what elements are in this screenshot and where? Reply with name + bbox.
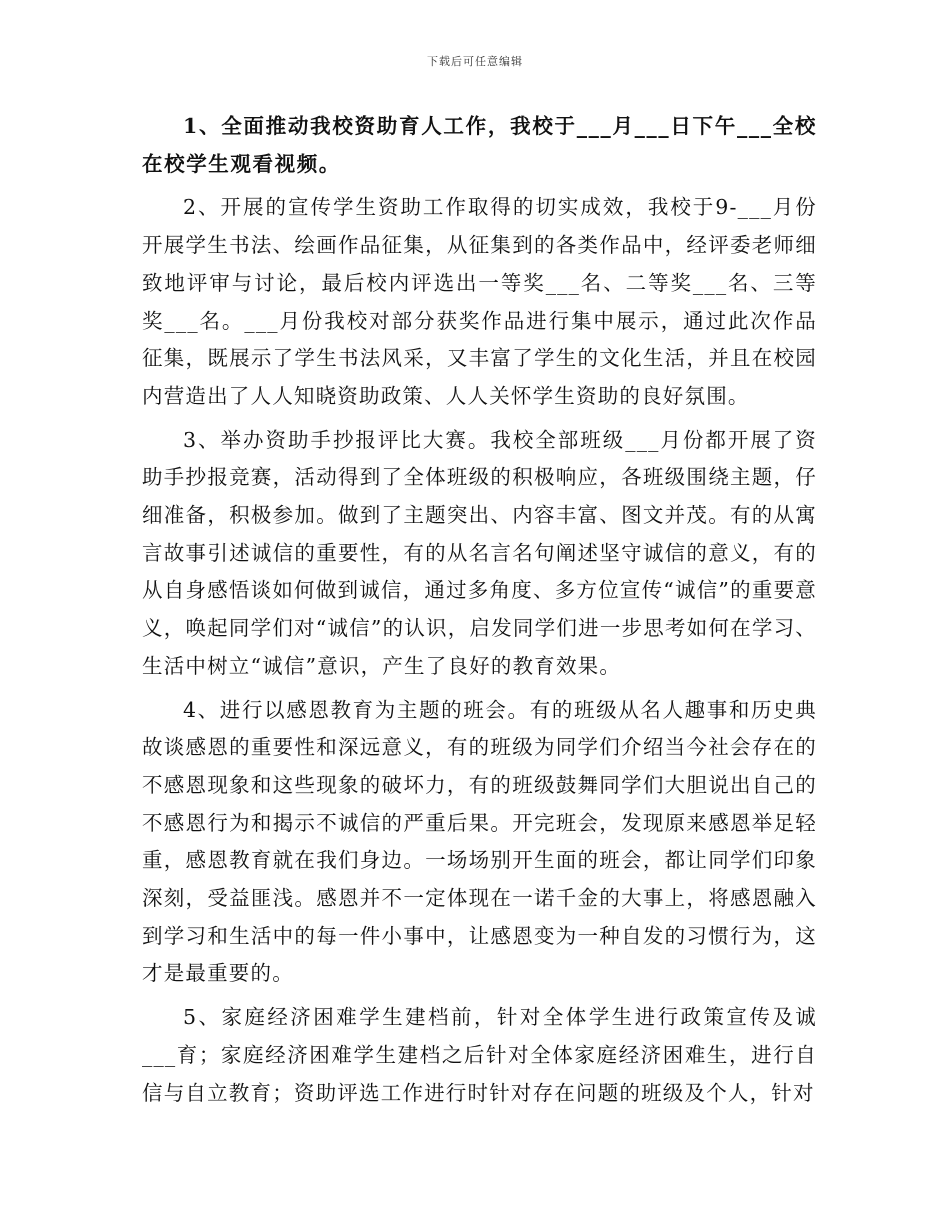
paragraph-5: 5、家庭经济困难学生建档前，针对全体学生进行政策宣传及诚___育；家庭经济困难学生建档之后针对全体家庭经济困难生，进行自信与自立教育；资助评选工作进行时针对存在问题的班级及个人，针对	[142, 1005, 817, 1105]
page-header: 下载后可任意编辑	[427, 55, 523, 68]
paragraph-3: 3、举办资助手抄报评比大赛。我校全部班级___月份都开展了资助手抄报竞赛，活动得到了全体班级的积极响应，各班级围绕主题，仔细准备，积极参加。做到了主题突出、内容丰富、图文并茂。有的从寓言故事引述诚信的重要性，有的从名言名句阐述坚守诚信的意义，有的从自身感悟谈如何做到诚信，通过多角度、多方位宣传“诚信”的重要意义，唤起同学们对“诚信”的认识，启发同学们进一步思考如何在学习、生活中树立“诚信”意识，产生了良好的教育效果。	[142, 427, 817, 678]
paragraph-1: 1、全面推动我校资助育人工作，我校于___月___日下午___全校在校学生观看视频。	[142, 114, 817, 176]
paragraph-4: 4、进行以感恩教育为主题的班会。有的班级从名人趣事和历史典故谈感恩的重要性和深远意义，有的班级为同学们介绍当今社会存在的不感恩现象和这些现象的破坏力，有的班级鼓舞同学们大胆说出自己的不感恩行为和揭示不诚信的严重后果。开完班会，发现原来感恩举足轻重，感恩教育就在我们身边。一场场别开生面的班会，都让同学们印象深刻，受益匪浅。感恩并不一定体现在一诺千金的大事上，将感恩融入到学习和生活中的每一件小事中，让感恩变为一种自发的习惯行为，这才是最重要的。	[142, 697, 817, 986]
document-body	[142, 108, 817, 1118]
paragraph-2: 2、开展的宣传学生资助工作取得的切实成效，我校于9-___月份开展学生书法、绘画作品征集，从征集到的各类作品中，经评委老师细致地评审与讨论，最后校内评选出一等奖___名、二等奖___名、三等奖___名。___月份我校对部分获奖作品进行集中展示，通过此次作品征集，既展示了学生书法风采，又丰富了学生的文化生活，并且在校园内营造出了人人知晓资助政策、人人关怀学生资助的良好氛围。	[142, 195, 817, 408]
